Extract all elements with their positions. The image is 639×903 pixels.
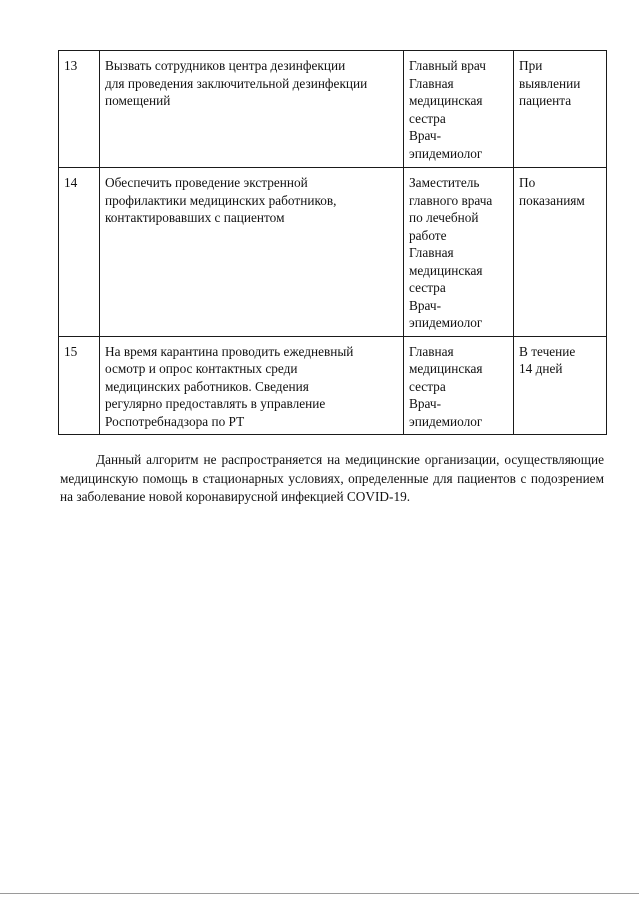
responsible-line: сестра bbox=[409, 110, 446, 126]
responsible-line: медицинская bbox=[409, 262, 483, 278]
term-line: пациента bbox=[519, 93, 572, 108]
action-line: Вызвать сотрудников центра дезинфекции bbox=[105, 58, 346, 73]
action-line: Обеспечить проведение экстренной bbox=[105, 175, 308, 190]
responsible-line: Главная bbox=[409, 343, 454, 359]
term-cell bbox=[514, 168, 607, 337]
responsible-line: Врач- bbox=[409, 128, 442, 143]
term-line: 14 дней bbox=[519, 361, 563, 376]
row-number: 14 bbox=[59, 168, 100, 337]
measures-table bbox=[58, 50, 607, 435]
term-line: выявлении bbox=[519, 75, 581, 91]
responsible-line: работе bbox=[409, 227, 447, 243]
term-line: При bbox=[519, 58, 543, 73]
responsible-line: Главная bbox=[409, 75, 454, 91]
action-line: Роспотребнадзора по РТ bbox=[105, 413, 245, 429]
responsible-line: сестра bbox=[409, 280, 446, 295]
table-row bbox=[59, 336, 607, 435]
action-cell bbox=[100, 51, 404, 168]
row-number: 13 bbox=[59, 51, 100, 168]
term-line: показаниям bbox=[519, 192, 585, 208]
action-line: контактировавших с пациентом bbox=[105, 210, 285, 225]
action-cell bbox=[100, 168, 404, 337]
responsible-cell bbox=[404, 51, 514, 168]
responsible-line: Главная bbox=[409, 245, 454, 260]
responsible-line: эпидемиолог bbox=[409, 315, 483, 330]
responsible-line: Врач- bbox=[409, 297, 442, 313]
responsible-line: сестра bbox=[409, 378, 446, 394]
action-line: медицинских работников. Сведения bbox=[105, 378, 309, 394]
responsible-line: эпидемиолог bbox=[409, 145, 483, 161]
action-line: регулярно предоставлять в управление bbox=[105, 396, 326, 411]
action-line: осмотр и опрос контактных среди bbox=[105, 361, 298, 376]
responsible-line: медицинская bbox=[409, 93, 483, 108]
responsible-cell bbox=[404, 168, 514, 337]
term-cell bbox=[514, 51, 607, 168]
responsible-line: главного врача bbox=[409, 192, 493, 208]
responsible-line: Главный врач bbox=[409, 58, 486, 73]
responsible-cell bbox=[404, 336, 514, 435]
responsible-line: медицинская bbox=[409, 361, 483, 376]
term-line: В течение bbox=[519, 343, 576, 359]
closing-note: Данный алгоритм не распространяется на медицинские организации, осуществляющие медицинскую помощь в стационарных условиях, определенные для пациентов с подозрением на заболевание новой коронавирусной инфекцией COVID-19. bbox=[60, 452, 604, 504]
action-line: профилактики медицинских работников, bbox=[105, 192, 337, 208]
action-cell bbox=[100, 336, 404, 435]
responsible-line: Заместитель bbox=[409, 175, 480, 190]
responsible-line: по лечебной bbox=[409, 210, 479, 225]
row-number: 15 bbox=[59, 336, 100, 435]
responsible-line: эпидемиолог bbox=[409, 413, 483, 429]
term-line: По bbox=[519, 175, 536, 190]
table-row bbox=[59, 168, 607, 337]
action-line: На время карантина проводить ежедневный bbox=[105, 343, 354, 359]
responsible-line: Врач- bbox=[409, 396, 442, 411]
action-line: для проведения заключительной дезинфекции bbox=[105, 75, 368, 91]
action-line: помещений bbox=[105, 93, 171, 108]
term-cell bbox=[514, 336, 607, 435]
page-bottom-divider bbox=[0, 893, 639, 894]
table-row bbox=[59, 51, 607, 168]
